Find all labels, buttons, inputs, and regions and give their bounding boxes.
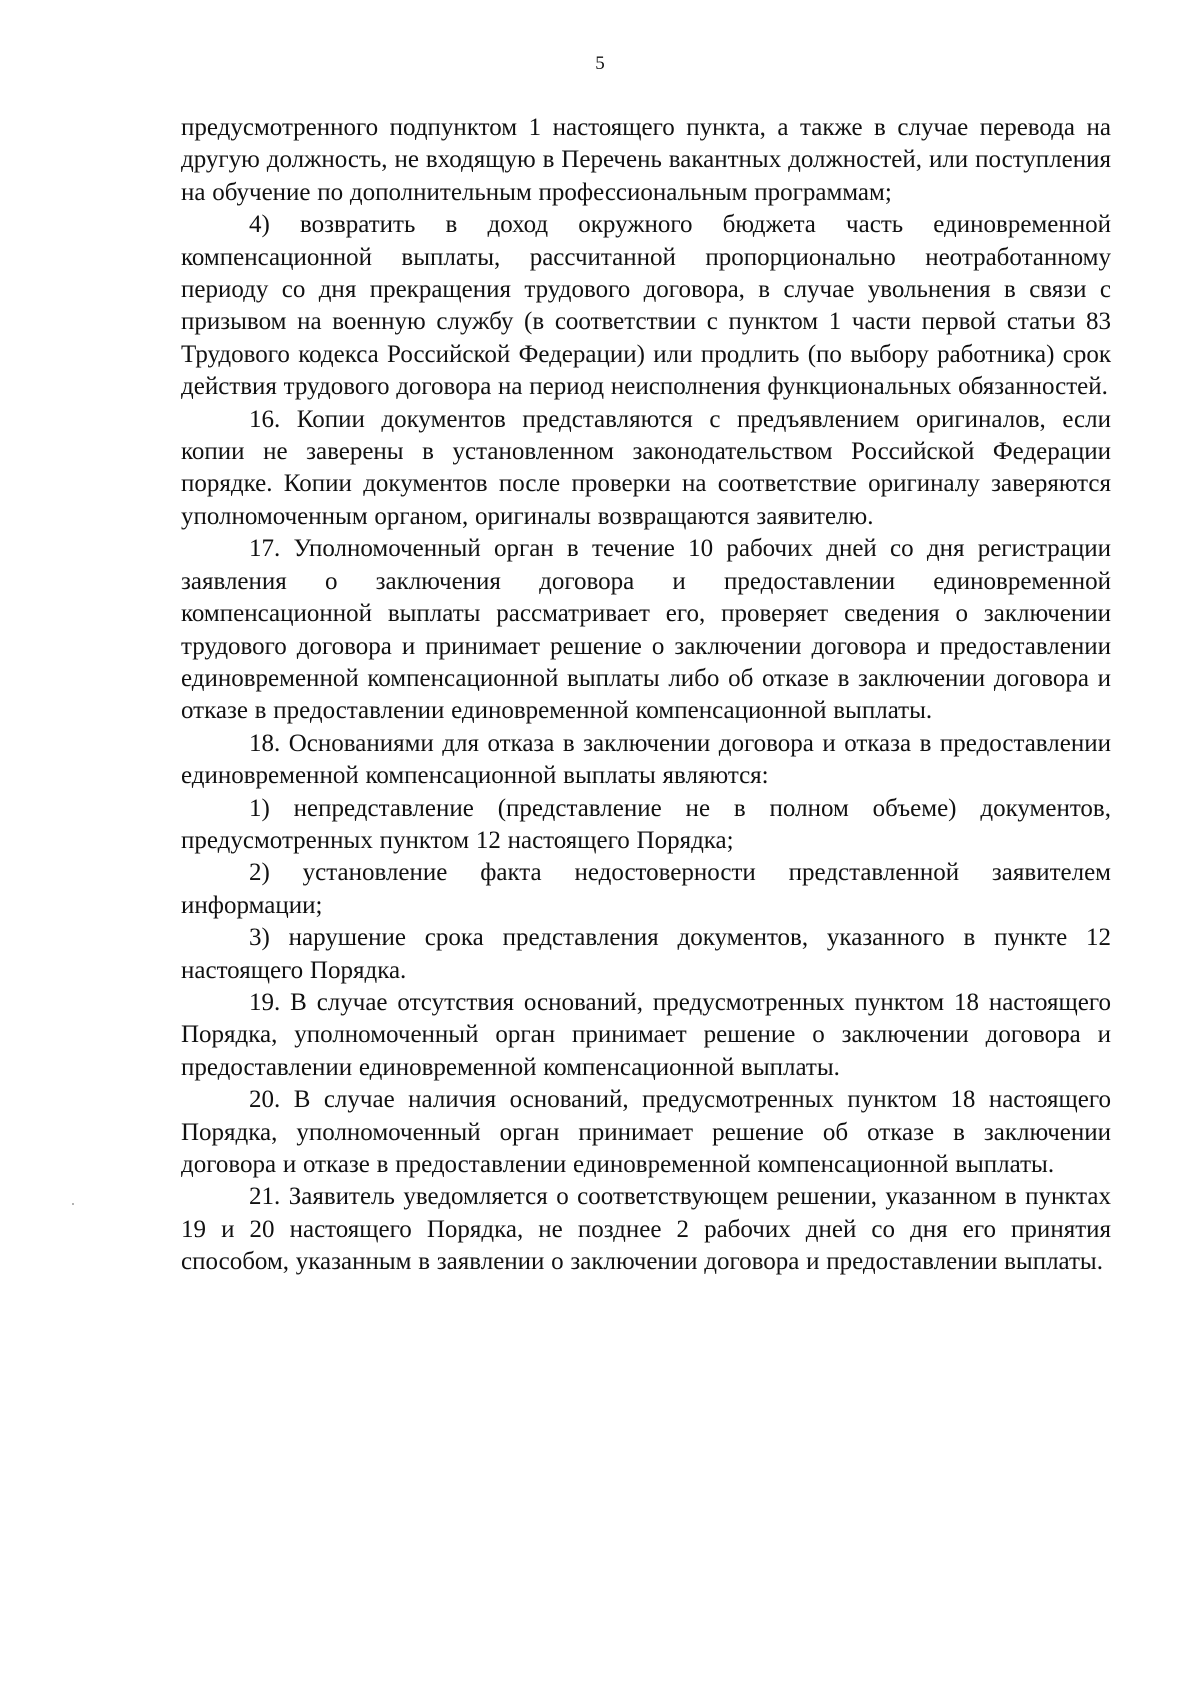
paragraph-16: 16. Копии документов представляются с предъявлением оригиналов, если копии не заверены в установленном законодательством Российской Федерации порядке. Копии документов после проверки на соответствие оригиналу заверяются уполномоченным органом, оригиналы возвращаются заявителю. xyxy=(181,405,1111,530)
paragraph-19: 19. В случае отсутствия оснований, предусмотренных пунктом 18 настоящего Порядка, уполномоченный орган принимает решение о заключении договора и предоставлении единовременной компенсационной выплаты. xyxy=(181,988,1111,1081)
paragraph-subitem-4: 4) возвратить в доход окружного бюджета часть единовременной компенсационной выплаты, рассчитанной пропорционально неотработанному периоду со дня прекращения трудового договора, в случае увольнения в связи с призывом на военную службу (в соответствии с пунктом 1 части первой статьи 83 Трудового кодекса Российской Федерации) или продлить (по выбору работника) срок действия трудового договора на период неисполнения функциональных обязанностей. xyxy=(181,211,1111,401)
paragraph-17: 17. Уполномоченный орган в течение 10 рабочих дней со дня регистрации заявления о заключения договора и предоставлении единовременной компенсационной выплаты рассматривает его, проверяет сведения о заключении трудового договора и принимает решение о заключении договора и предоставлении единовременной компенсационной выплаты либо об отказе в заключении договора и отказе в предоставлении единовременной компенсационной выплаты. xyxy=(181,535,1111,725)
paragraph-21: 21. Заявитель уведомляется о соответствующем решении, указанном в пунктах 19 и 20 настоящего Порядка, не позднее 2 рабочих дней со дня его принятия способом, указанным в заявлении о заключении договора и предоставлении выплаты. xyxy=(181,1183,1111,1276)
paragraph-20: 20. В случае наличия оснований, предусмотренных пунктом 18 настоящего Порядка, уполномоченный орган принимает решение об отказе в заключении договора и отказе в предоставлении единовременной компенсационной выплаты. xyxy=(181,1086,1111,1178)
document-body xyxy=(181,112,1111,1279)
paragraph-18-item-3: 3) нарушение срока представления документов, указанного в пункте 12 настоящего Порядка. xyxy=(181,924,1111,984)
paragraph-18-item-2: 2) установление факта недостоверности представленной заявителем информации; xyxy=(181,859,1111,919)
paragraph-continuation: предусмотренного подпунктом 1 настоящего пункта, а также в случае перевода на другую должность, не входящую в Перечень вакантных должностей, или поступления на обучение по дополнительным профессиональным программам; xyxy=(181,114,1111,206)
page-number: 5 xyxy=(595,53,605,74)
scan-artifact-dot xyxy=(72,1203,74,1205)
paragraph-18-item-1: 1) непредставление (представление не в полном объеме) документов, предусмотренных пунктом 12 настоящего Порядка; xyxy=(181,794,1111,854)
paragraph-18: 18. Основаниями для отказа в заключении договора и отказа в предоставлении единовременной компенсационной выплаты являются: xyxy=(181,729,1111,790)
